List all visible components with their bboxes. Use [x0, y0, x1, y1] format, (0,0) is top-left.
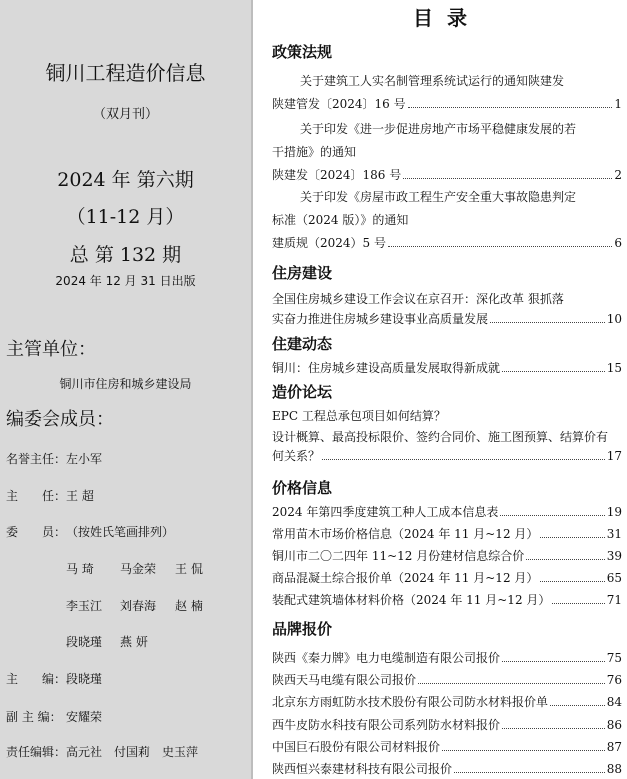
toc-line: 关于印发《进一步促进房地产市场平稳健康发展的若	[300, 122, 577, 136]
toc-page: 6	[614, 236, 622, 250]
leader-dots	[552, 603, 604, 604]
section-brands: 品牌报价	[272, 620, 333, 638]
toc-entry[interactable]	[272, 166, 622, 184]
toc-entry[interactable]	[272, 738, 622, 756]
toc-page: 86	[606, 718, 622, 732]
section-forum: 造价论坛	[272, 383, 333, 401]
toc-entry-text: 建质规（2024）5 号	[272, 236, 386, 250]
leader-dots	[408, 107, 613, 108]
member: 段晓瑾	[66, 635, 103, 649]
toc-line: 关于建筑工人实名制管理系统试运行的通知陕建发	[300, 74, 565, 88]
toc-page: 39	[606, 549, 622, 563]
members-role: 委 员：	[6, 525, 67, 539]
responsible-name: 高元社 付国莉 史玉萍	[66, 745, 199, 759]
toc-line: 设计概算、最高投标限价、签约合同价、施工图预算、结算价有	[272, 430, 609, 444]
member: 赵 楠	[175, 599, 203, 613]
toc-entry-text: 商品混凝土综合报价单（2024 年 11 月~12 月）	[272, 571, 539, 585]
section-news: 住建动态	[272, 335, 333, 353]
leader-dots	[540, 537, 604, 538]
toc-page: 10	[606, 312, 622, 326]
section-housing: 住房建设	[272, 264, 333, 282]
toc-entry[interactable]	[272, 569, 622, 587]
leader-dots	[500, 515, 604, 516]
toc-entry[interactable]	[272, 760, 622, 778]
leader-dots	[502, 728, 605, 729]
toc-entry[interactable]	[272, 503, 622, 521]
toc-line: 全国住房城乡建设工作会议在京召开：深化改革 狠抓落	[272, 292, 564, 306]
toc-entry-text: 陕建管发〔2024〕16 号	[272, 97, 406, 111]
toc-entry[interactable]	[272, 591, 622, 609]
toc-entry-text: 铜川市二〇二四年 11~12 月份建材信息综合价	[272, 549, 525, 563]
editor-name: 段晓瑾	[66, 672, 103, 686]
toc-page: 75	[606, 651, 622, 665]
authority-label: 主管单位：	[6, 339, 96, 360]
toc-page: 15	[606, 361, 622, 375]
member: 李玉江	[66, 599, 103, 613]
deputy-name: 安耀荣	[66, 710, 103, 724]
toc-entry-text: 北京东方雨虹防水技术股份有限公司防水材料报价单	[272, 695, 549, 709]
year-issue: 2024 年 第六期	[57, 169, 194, 191]
publish-date: 2024 年 12 月 31 日出版	[55, 274, 196, 288]
toc-page: 88	[606, 762, 622, 776]
toc-entry[interactable]	[272, 671, 622, 689]
director-role: 主 任：	[6, 489, 67, 503]
section-prices: 价格信息	[272, 479, 333, 497]
responsible-role: 责任编辑：	[6, 745, 67, 759]
director-name: 王 超	[66, 489, 94, 503]
toc-entry-text: 西牛皮防水科技有限公司系列防水材料报价	[272, 718, 501, 732]
toc-page: 84	[606, 695, 622, 709]
toc-entry-text: 何关系？	[272, 449, 321, 463]
toc-entry[interactable]	[272, 359, 622, 377]
journal-frequency: （双月刊）	[92, 107, 158, 122]
leader-dots	[550, 705, 605, 706]
toc-entry-text: 2024 年第四季度建筑工种人工成本信息表	[272, 505, 499, 519]
toc-page: 87	[606, 740, 622, 754]
toc-entry-text: 陕西《秦力牌》电力电缆制造有限公司报价	[272, 651, 501, 665]
toc-entry[interactable]	[272, 525, 622, 543]
toc-entry[interactable]	[272, 716, 622, 734]
leader-dots	[526, 559, 604, 560]
toc-entry[interactable]	[272, 447, 622, 465]
toc-page: 17	[606, 449, 622, 463]
toc-page: 19	[606, 505, 622, 519]
member: 马金荣	[120, 562, 157, 576]
leader-dots	[454, 772, 605, 773]
toc-page: 65	[606, 571, 622, 585]
toc-entry-text: 陕建发〔2024〕186 号	[272, 168, 402, 182]
toc-line: EPC 工程总承包项目如何结算？	[272, 409, 446, 423]
toc-page: 71	[606, 593, 622, 607]
toc-entry-text: 中国巨石股份有限公司材料报价	[272, 740, 441, 754]
members-note: （按姓氏笔画排列）	[66, 525, 175, 539]
toc-entry-text: 陕西恒兴泰建材科技有限公司报价	[272, 762, 453, 776]
toc-line: 干措施》的通知	[272, 145, 357, 159]
toc-page: 31	[606, 527, 622, 541]
leader-dots	[418, 683, 605, 684]
section-policy: 政策法规	[272, 43, 333, 61]
toc-entry[interactable]	[272, 649, 622, 667]
deputy-role: 副 主 编：	[6, 710, 62, 724]
toc-entry-text: 陕西天马电缆有限公司报价	[272, 673, 417, 687]
member: 马 琦	[66, 562, 94, 576]
member: 王 侃	[175, 562, 203, 576]
leader-dots	[403, 178, 612, 179]
toc-entry-text: 常用苗木市场价格信息（2024 年 11 月~12 月）	[272, 527, 539, 541]
leader-dots	[388, 246, 612, 247]
toc-page: 2	[614, 168, 622, 182]
toc-line: 关于印发《房屋市政工程生产安全重大事故隐患判定	[300, 190, 577, 204]
leader-dots	[540, 581, 604, 582]
board-label: 编委会成员：	[6, 409, 114, 430]
toc-page: 76	[606, 673, 622, 687]
authority-name: 铜川市住房和城乡建设局	[59, 377, 192, 391]
toc-entry-text: 铜川：住房城乡建设高质量发展取得新成就	[272, 361, 501, 375]
leader-dots	[502, 371, 605, 372]
leader-dots	[490, 322, 605, 323]
toc-line: 标准（2024 版）》的通知	[272, 213, 409, 227]
toc-entry[interactable]	[272, 95, 622, 113]
toc-entry-text: 实奋力推进住房城乡建设事业高质量发展	[272, 312, 489, 326]
leader-dots	[442, 750, 605, 751]
honorary-director: 名誉主任：左小军	[6, 452, 103, 466]
member: 燕 妍	[120, 635, 148, 649]
panel-divider	[251, 0, 253, 779]
toc-entry[interactable]	[272, 547, 622, 565]
leader-dots	[322, 459, 605, 460]
member: 刘春海	[120, 599, 157, 613]
toc-entry-text: 装配式建筑墙体材料价格（2024 年 11 月~12 月）	[272, 593, 551, 607]
editor-role: 主 编：	[6, 672, 67, 686]
issue-months: （11-12 月）	[66, 206, 185, 228]
leader-dots	[502, 661, 605, 662]
toc-entry[interactable]	[272, 234, 622, 252]
toc-title: 目录	[413, 6, 481, 30]
toc-entry[interactable]	[272, 693, 622, 711]
toc-page: 1	[614, 97, 622, 111]
total-issue: 总 第 132 期	[69, 244, 182, 266]
toc-entry[interactable]	[272, 310, 622, 328]
journal-title: 铜川工程造价信息	[45, 61, 206, 85]
